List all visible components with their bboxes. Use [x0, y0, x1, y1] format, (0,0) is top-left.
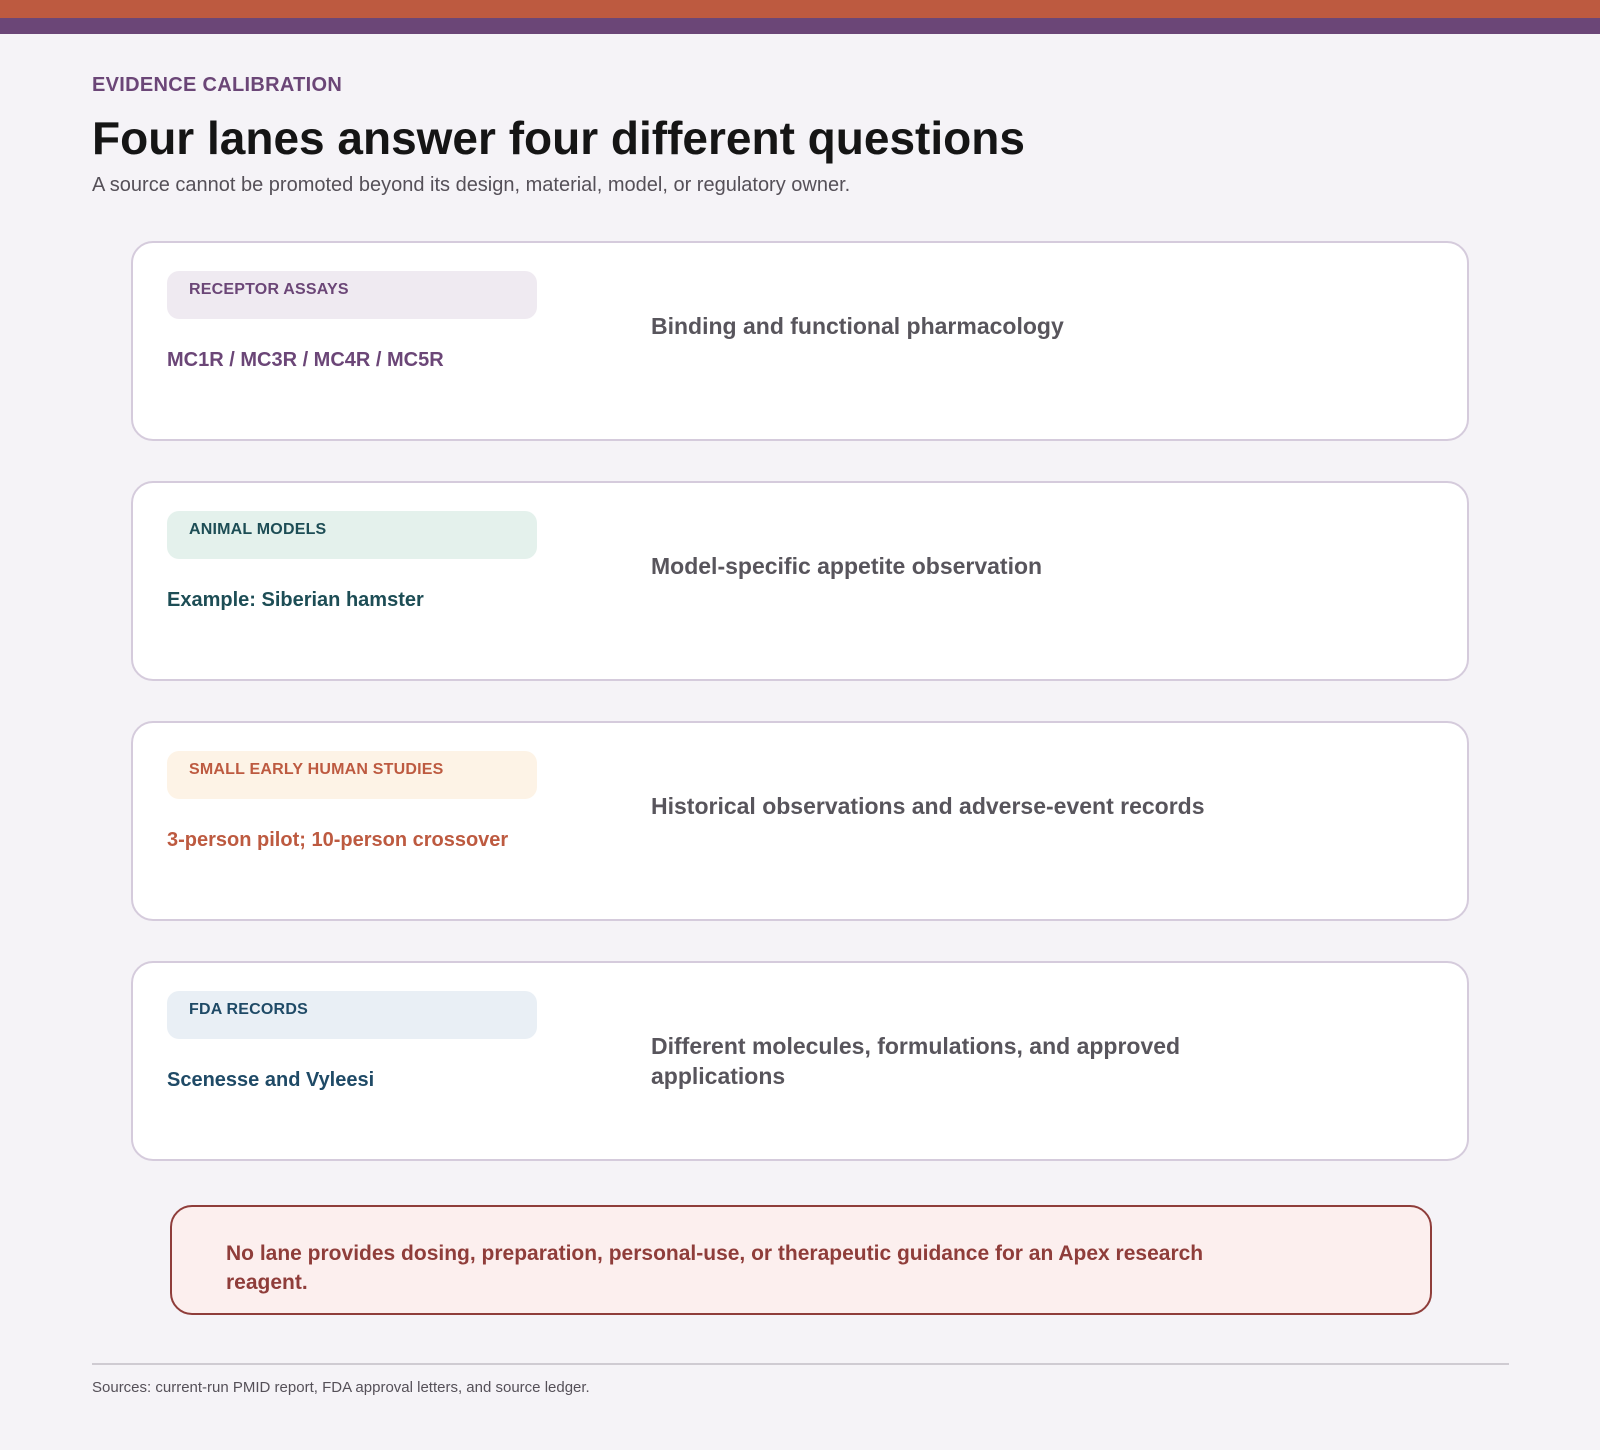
top-accent-stripe: [0, 0, 1600, 18]
lane-example: 3-person pilot; 10-person crossover: [167, 829, 509, 851]
sources-note: Sources: current-run PMID report, FDA approval letters, and source ledger.: [92, 1379, 590, 1396]
lane-question: Historical observations and adverse-event records: [651, 793, 1205, 819]
warning-text: No lane provides dosing, preparation, personal-use, or therapeutic guidance for an Apex research reagent.: [226, 1242, 1204, 1294]
lane-example: Scenesse and Vyleesi: [167, 1069, 375, 1091]
warning-callout: [170, 1205, 1432, 1315]
eyebrow-label: EVIDENCE CALIBRATION: [92, 74, 343, 96]
lane-question: Model-specific appetite observation: [651, 553, 1043, 579]
lane-badge: RECEPTOR ASSAYS: [167, 271, 537, 319]
lane-example: MC1R / MC3R / MC4R / MC5R: [167, 349, 444, 371]
lane-example: Example: Siberian hamster: [167, 589, 424, 611]
lane-question: Different molecules, formulations, and approved applications: [651, 1033, 1181, 1089]
lane-card-small-early-human-studies: [131, 721, 1469, 921]
lane-card-animal-models: [131, 481, 1469, 681]
lane-badge: FDA RECORDS: [167, 991, 537, 1039]
page-title: Four lanes answer four different questions: [92, 112, 1025, 164]
lane-badge: ANIMAL MODELS: [167, 511, 537, 559]
lane-card-fda-records: [131, 961, 1469, 1161]
footer-divider: [92, 1363, 1509, 1365]
page-subtitle: A source cannot be promoted beyond its design, material, model, or regulatory owner.: [92, 174, 851, 196]
top-accent-stripe-secondary: [0, 18, 1600, 34]
lane-question: Binding and functional pharmacology: [651, 313, 1064, 339]
lane-badge: SMALL EARLY HUMAN STUDIES: [167, 751, 537, 799]
lane-card-receptor-assays: [131, 241, 1469, 441]
